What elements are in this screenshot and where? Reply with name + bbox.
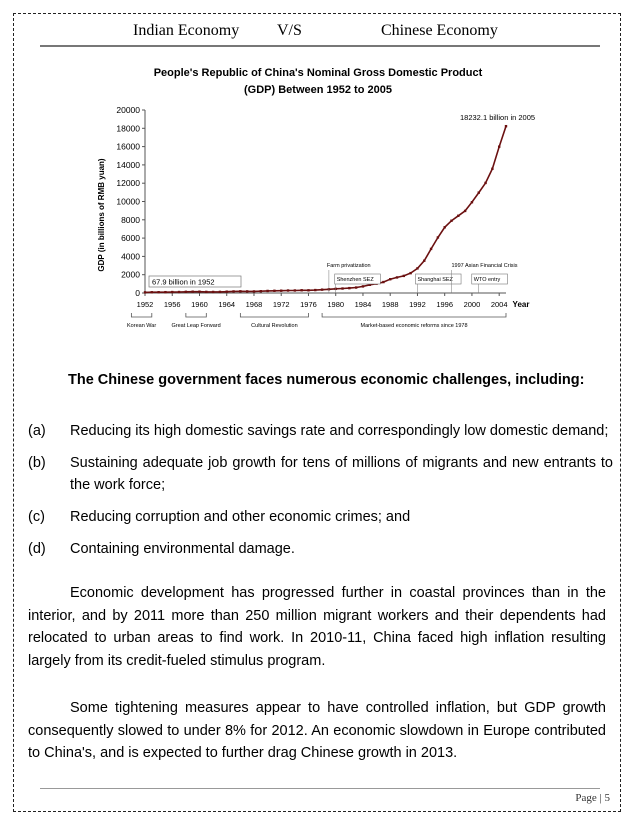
gdp-data-point <box>484 182 486 184</box>
list-marker: (a) <box>28 423 46 439</box>
event-label: Shenzhen SEZ <box>336 277 374 283</box>
list-marker: (c) <box>28 509 45 525</box>
gdp-data-point <box>443 226 445 228</box>
chart-x-tick-label: 1968 <box>245 300 263 309</box>
gdp-data-point <box>232 290 234 292</box>
gdp-data-point <box>144 291 146 293</box>
chart-period-bracket <box>186 313 206 317</box>
gdp-data-point <box>260 290 262 292</box>
paragraph-growth-slowdown: Some tightening measures appear to have controlled inflation, but GDP growth consequently slowed to under 8% for 2012. An economic slowdown in Europe contributed to China's, and is expected to further drag Chinese growth in 2013. <box>28 700 606 761</box>
gdp-data-point <box>409 272 411 274</box>
chart-x-tick-label: 1972 <box>272 300 290 309</box>
chart-x-tick-label: 2004 <box>490 300 508 309</box>
start-annotation-label: 67.9 billion in 1952 <box>152 277 215 287</box>
gdp-data-point <box>164 291 166 293</box>
gdp-data-point <box>396 276 398 278</box>
chart-x-tick-label: 1980 <box>327 300 345 309</box>
list-item <box>28 538 613 560</box>
chart-y-tick-label: 6000 <box>121 233 140 244</box>
chart-period-bracket <box>240 313 308 317</box>
gdp-data-point <box>287 289 289 291</box>
gdp-data-point <box>219 291 221 293</box>
event-label: WTO entry <box>473 277 501 283</box>
gdp-data-point <box>471 201 473 203</box>
list-marker: (b) <box>28 455 46 471</box>
chart-x-tick-label: 1988 <box>381 300 399 309</box>
gdp-data-point <box>253 290 255 292</box>
gdp-data-point <box>505 125 507 127</box>
gdp-data-point <box>198 290 200 292</box>
chart-y-tick-label: 10000 <box>116 196 140 207</box>
list-item <box>28 452 613 496</box>
chart-y-axis-label: GDP (in billions of RMB yuan) <box>97 158 106 272</box>
chart-x-tick-label: 1960 <box>191 300 208 309</box>
gdp-data-point <box>355 286 357 288</box>
chart-x-tick-label: 1976 <box>300 300 317 309</box>
chart-y-tick-label: 16000 <box>116 141 140 152</box>
gdp-data-point <box>307 289 309 291</box>
chart-y-tick-label: 12000 <box>116 178 140 189</box>
gdp-data-point <box>157 291 159 293</box>
chart-period-bracket <box>322 313 506 317</box>
gdp-data-point <box>491 168 493 170</box>
gdp-data-point <box>416 267 418 269</box>
gdp-data-point <box>280 289 282 291</box>
chart-x-tick-label: 2000 <box>463 300 481 309</box>
chart-period-bracket <box>131 313 151 317</box>
gdp-data-point <box>239 290 241 292</box>
paragraph-coastal-development: Economic development has progressed further in coastal provinces than in the interior, and by 2011 more than 250 million migrant workers and their dependents had relocated to urban areas to find work. In 2010-11, China faced high inflation resulting largely from its credit-fueled stimulus program. <box>28 585 606 669</box>
gdp-data-point <box>450 220 452 222</box>
chart-x-tick-label: 1956 <box>163 300 181 309</box>
page-header <box>0 22 638 46</box>
event-label: Shanghai SEZ <box>417 277 453 283</box>
gdp-data-point <box>403 275 405 277</box>
chart-y-tick-label: 0 <box>135 288 140 298</box>
gdp-data-point <box>457 215 459 217</box>
page-number: Page | 5 <box>575 792 610 804</box>
gdp-data-point <box>382 281 384 283</box>
list-item-text: Containing environmental damage. <box>70 541 295 557</box>
gdp-data-point <box>362 285 364 287</box>
chart-period-label: Cultural Revolution <box>251 323 298 329</box>
chart-title-line1: People's Republic of China's Nominal Gross Domestic Product <box>153 67 483 79</box>
gdp-data-point <box>171 291 173 293</box>
gdp-data-point <box>246 290 248 292</box>
list-marker: (d) <box>28 541 46 557</box>
gdp-data-point <box>191 290 193 292</box>
chart-x-tick-label: 1996 <box>436 300 454 309</box>
chart-period-label: Great Leap Forward <box>171 323 221 329</box>
chart-title-line2: (GDP) Between 1952 to 2005 <box>244 84 392 96</box>
gdp-data-point <box>294 289 296 291</box>
chart-x-tick-label: 1984 <box>354 300 372 309</box>
gdp-data-point <box>321 288 323 290</box>
gdp-data-point <box>212 291 214 293</box>
gdp-data-point <box>348 287 350 289</box>
gdp-chart-svg <box>0 55 638 340</box>
gdp-data-point <box>185 291 187 293</box>
challenges-intro: The Chinese government faces numerous economic challenges, including: <box>68 372 585 388</box>
chart-y-tick-label: 18000 <box>116 123 140 134</box>
gdp-data-point <box>341 287 343 289</box>
header-rule <box>40 45 600 47</box>
gdp-data-point <box>300 289 302 291</box>
gdp-data-point <box>464 210 466 212</box>
gdp-data-point <box>273 290 275 292</box>
footer-rule <box>40 788 600 789</box>
chart-period-label: Market-based economic reforms since 1978 <box>360 323 468 329</box>
list-item-text: Sustaining adequate job growth for tens of millions of migrants and new entrants to the work force; <box>70 455 613 493</box>
gdp-data-point <box>478 191 480 193</box>
gdp-data-point <box>437 236 439 238</box>
event-label: 1997 Asian Financial Crisis <box>451 263 518 269</box>
gdp-data-point <box>205 291 207 293</box>
gdp-data-point <box>226 290 228 292</box>
list-item <box>28 506 613 528</box>
gdp-data-point <box>314 289 316 291</box>
gdp-data-point <box>389 278 391 280</box>
gdp-data-point <box>266 290 268 292</box>
gdp-chart <box>0 55 638 340</box>
chart-x-tick-label: 1964 <box>218 300 236 309</box>
gdp-data-point <box>423 260 425 262</box>
chart-y-tick-label: 20000 <box>116 105 140 115</box>
chart-x-tick-label: 1992 <box>409 300 426 309</box>
chart-period-label: Korean War <box>127 323 157 329</box>
list-item-text: Reducing corruption and other economic crimes; and <box>70 509 411 525</box>
chart-x-tick-label: 1952 <box>136 300 154 309</box>
event-label: Farm privatization <box>326 263 371 269</box>
gdp-data-point <box>178 291 180 293</box>
gdp-data-point <box>498 145 500 147</box>
header-right: Chinese Economy <box>381 22 498 39</box>
chart-x-axis-label: Year <box>512 300 530 309</box>
end-annotation-label: 18232.1 billion in 2005 <box>460 113 536 123</box>
challenges-list <box>28 420 613 570</box>
list-item-text: Reducing its high domestic savings rate and correspondingly low domestic demand; <box>70 423 609 439</box>
chart-y-tick-label: 14000 <box>116 159 140 170</box>
header-left: Indian Economy <box>133 22 240 39</box>
chart-y-tick-label: 2000 <box>121 269 140 280</box>
gdp-data-point <box>151 291 153 293</box>
chart-y-tick-label: 8000 <box>121 214 140 225</box>
header-middle: V/S <box>277 22 302 39</box>
list-item <box>28 420 613 442</box>
chart-y-tick-label: 4000 <box>121 251 140 262</box>
gdp-data-point <box>430 248 432 250</box>
